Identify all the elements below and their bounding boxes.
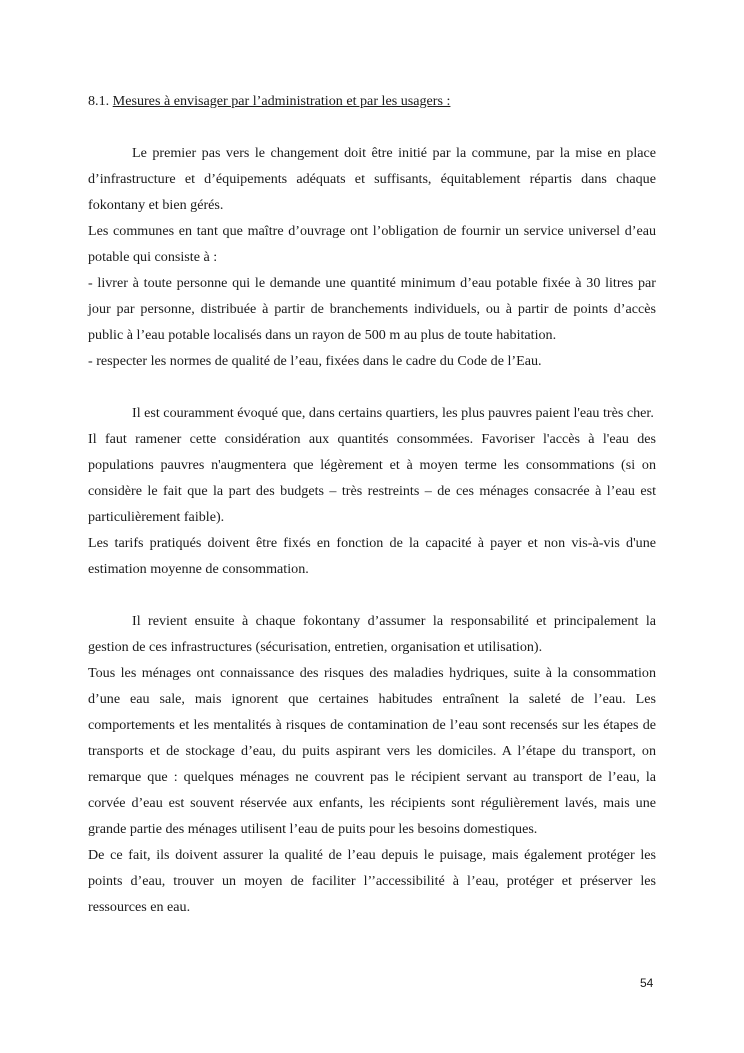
list-item: - livrer à toute personne qui le demande une quantité minimum d’eau potable fixée à 30 litres par jour par personne, distribuée à partir de branchements individuels, ou à partir de points d’accès public à l’eau potable localisés dans un rayon de 500 m au plus de toute habitation. <box>88 275 656 343</box>
heading-number: 8.1. <box>88 93 110 109</box>
heading-title: Mesures à envisager par l’administration et par les usagers : <box>112 93 451 109</box>
paragraph: Les communes en tant que maître d’ouvrage ont l’obligation de fournir un service universel d’eau potable qui consiste à : <box>88 223 656 265</box>
section-heading <box>88 88 656 114</box>
paragraph: Les tarifs pratiqués doivent être fixés en fonction de la capacité à payer et non vis-à-vis d'une estimation moyenne de consommation. <box>88 535 656 577</box>
paragraph: De ce fait, ils doivent assurer la qualité de l’eau depuis le puisage, mais également protéger les points d’eau, trouver un moyen de faciliter l’’accessibilité à l’eau, protéger et préserver les ressources en eau. <box>88 847 656 915</box>
section-3 <box>88 608 656 920</box>
paragraph: Le premier pas vers le changement doit être initié par la commune, par la mise en place d’infrastructure et d’équipements adéquats et suffisants, équitablement répartis dans chaque fokontany et bien gérés. <box>88 145 656 213</box>
paragraph: Tous les ménages ont connaissance des risques des maladies hydriques, suite à la consommation d’une eau sale, mais ignorent que certaines habitudes entraînent la saleté de l’eau. Les comportements et les mentalités à risques de contamination de l’eau sont recensés sur les étapes de transports et de stockage d’eau, du puits aspirant vers les domiciles. A l’étape du transport, on remarque que : quelques ménages ne couvrent pas le récipient servant au transport de l’eau, la corvée d’eau est souvent réservée aux enfants, les récipients sont régulièrement lavés, mais une grande partie des ménages utilisent l’eau de puits pour les besoins domestiques. <box>88 665 656 837</box>
paragraph: Il est couramment évoqué que, dans certains quartiers, les plus pauvres paient l'eau très cher. <box>132 405 654 421</box>
page-number: 54 <box>640 976 654 990</box>
paragraph: Il revient ensuite à chaque fokontany d’assumer la responsabilité et principalement la gestion de ces infrastructures (sécurisation, entretien, organisation et utilisation). <box>88 613 656 655</box>
paragraph: Il faut ramener cette considération aux quantités consommées. Favoriser l'accès à l'eau des populations pauvres n'augmentera que légèrement et à moyen terme les consommations (si on considère le fait que la part des budgets – très restreints – de ces ménages consacrée à l’eau est particulièrement faible). <box>88 431 656 525</box>
section-1 <box>88 140 656 374</box>
section-2 <box>88 400 656 582</box>
document-body <box>88 88 656 920</box>
list-item: - respecter les normes de qualité de l’eau, fixées dans le cadre du Code de l’Eau. <box>88 353 542 369</box>
